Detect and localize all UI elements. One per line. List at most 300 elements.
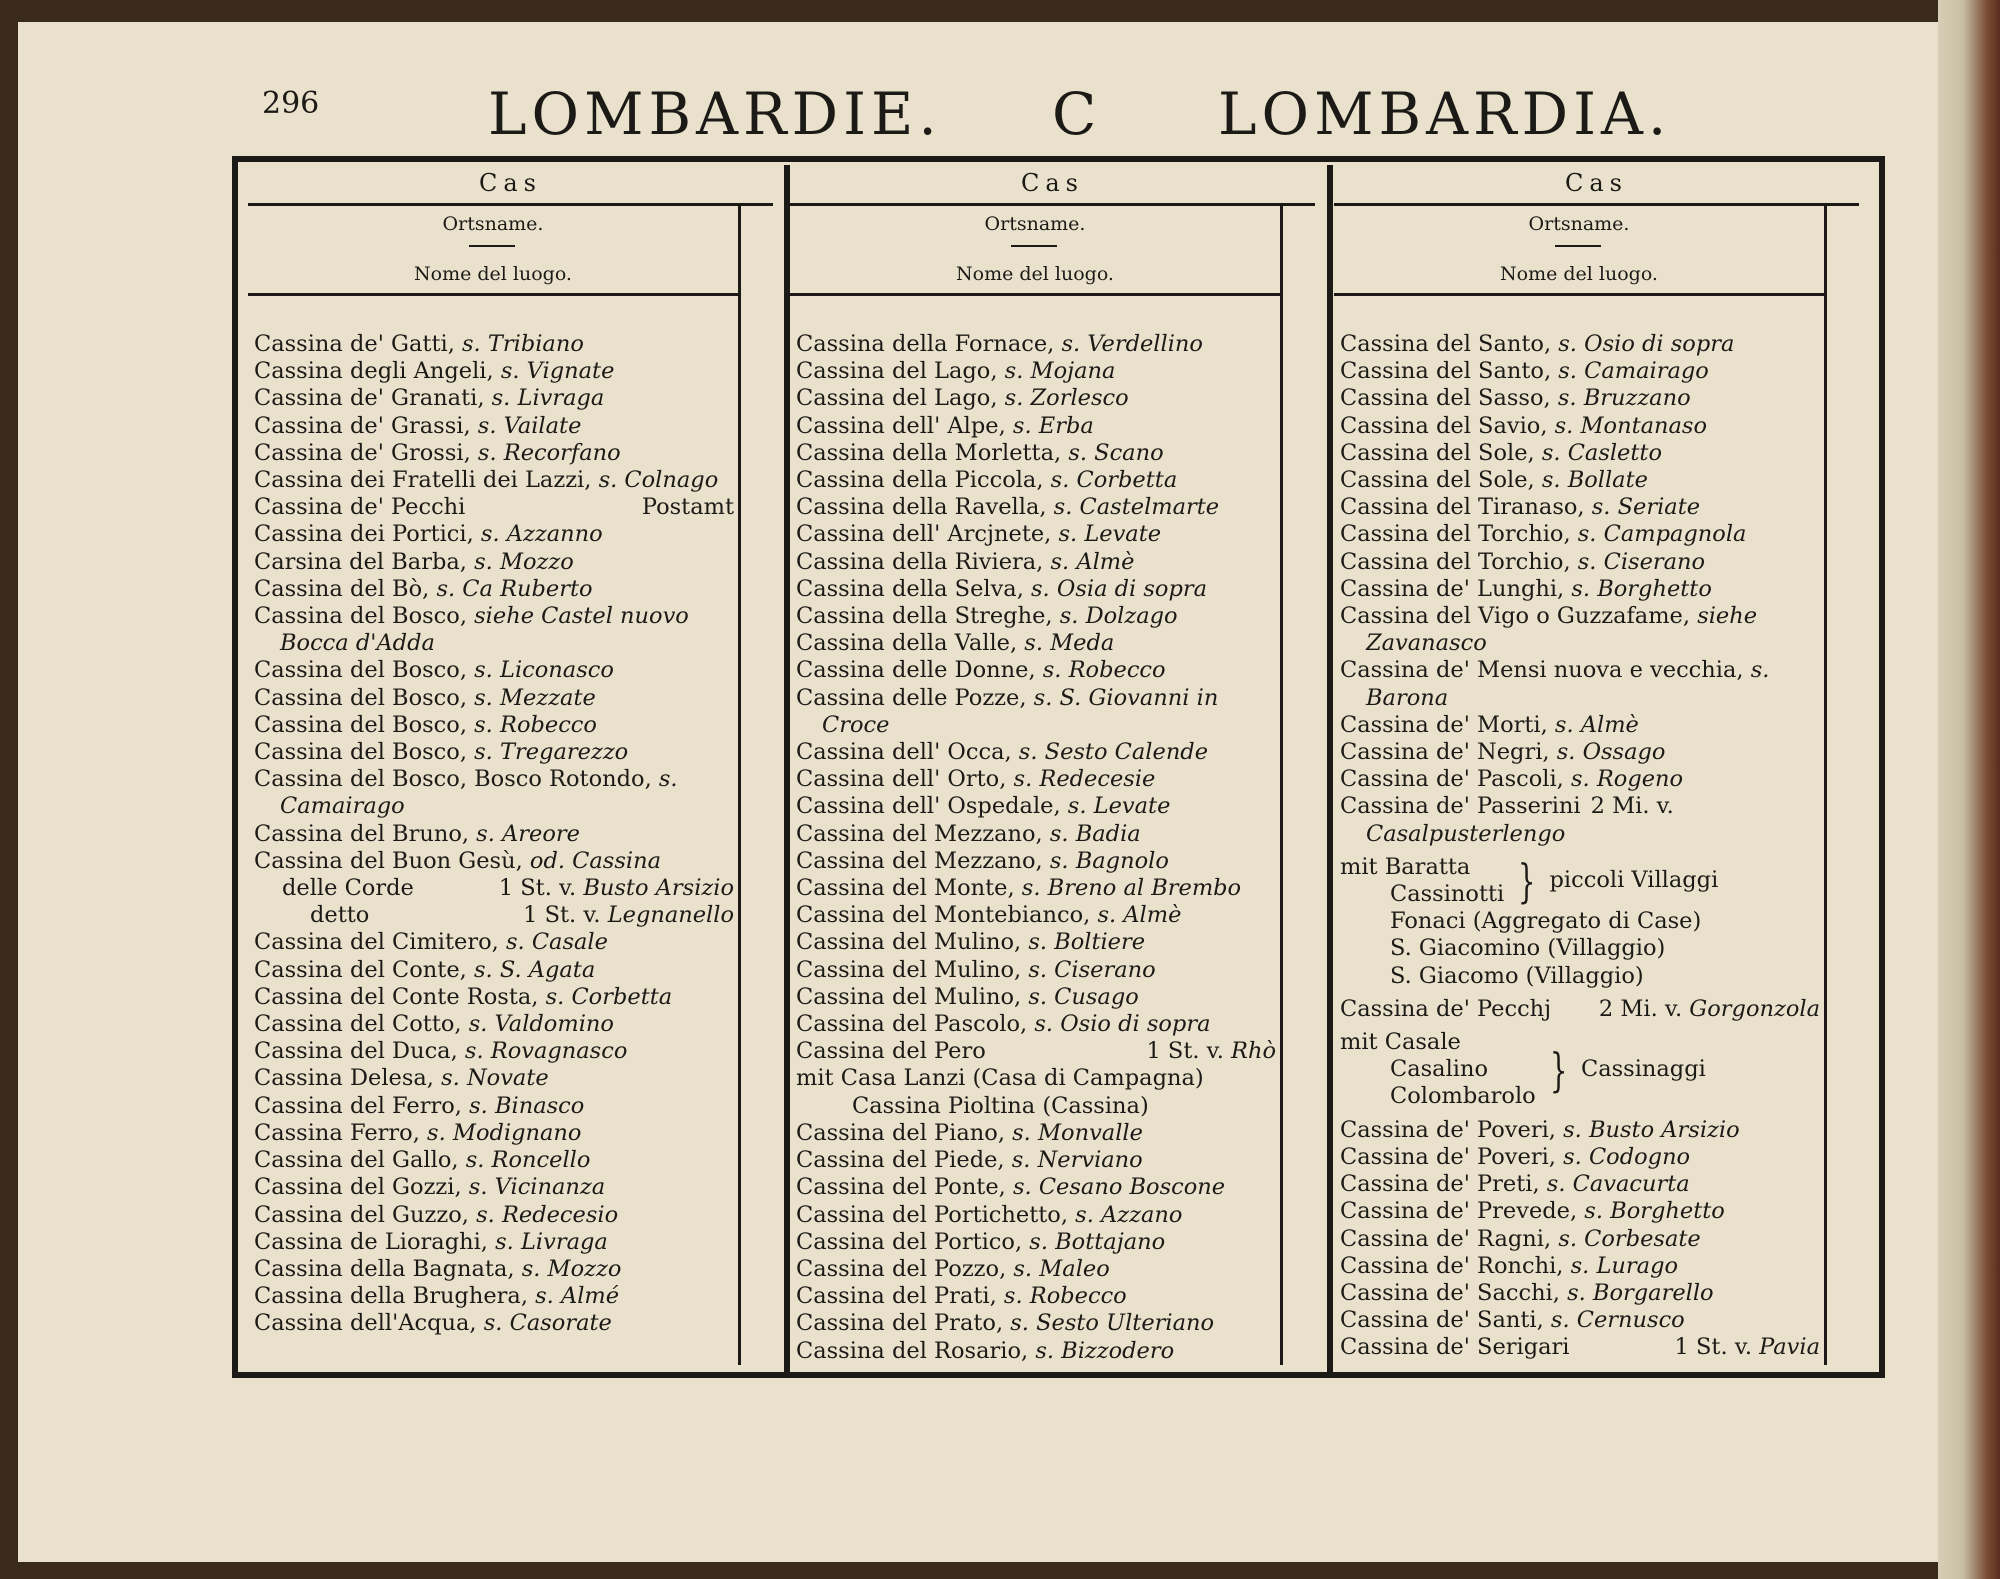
place-name: Cassina del Gallo, xyxy=(254,1147,459,1174)
list-item xyxy=(796,1147,1276,1174)
reference-place: Vignate xyxy=(526,358,615,385)
place-name: Cassina del Duca, xyxy=(254,1038,458,1065)
place-name: Cassina de Lioraghi, xyxy=(254,1228,488,1255)
place-name: Cassina delle Pozze, xyxy=(796,684,1027,711)
place-name: Cassina del Bruno, xyxy=(254,820,470,847)
place-name: Cassina dell' Occa, xyxy=(796,739,1012,766)
place-name: Cassina del Portichetto, xyxy=(796,1201,1068,1228)
see-marker: s. xyxy=(1028,956,1048,983)
place-name: Cassina del Ferro, xyxy=(254,1092,462,1119)
reference-place: Corbetta xyxy=(571,983,673,1010)
see-marker: s. xyxy=(1554,412,1574,439)
reference-place: Cusago xyxy=(1054,983,1139,1010)
list-item xyxy=(1340,712,1820,739)
reference-place: Seriate xyxy=(1617,494,1701,521)
place-name: Cassina de' Poveri, xyxy=(1340,1116,1556,1143)
see-marker: s. xyxy=(1563,1116,1582,1143)
list-item xyxy=(796,603,1276,630)
list-item xyxy=(254,1310,734,1337)
subsettlement: Colombarolo xyxy=(1390,1083,1536,1110)
see-marker: s. xyxy=(473,956,493,983)
place-name: Cassina della Streghe, xyxy=(796,603,1053,630)
header-lombardia: LOMBARDIA. xyxy=(1218,80,1672,148)
place-name: Cassina de' Preti, xyxy=(1340,1171,1540,1198)
see-marker: s. xyxy=(468,1174,488,1201)
place-name: Cassina de' Grassi, xyxy=(254,412,471,439)
reference-place: Busto Arsizio xyxy=(1588,1116,1740,1143)
list-item xyxy=(1340,996,1820,1023)
reference-place: Areore xyxy=(502,820,580,847)
reference-place: Osia di sopra xyxy=(1056,575,1208,602)
list-item xyxy=(254,413,734,440)
list-item xyxy=(1340,331,1820,358)
place-name: Cassina de' Ronchi, xyxy=(1340,1252,1564,1279)
see-marker: s. xyxy=(1067,793,1087,820)
list-item xyxy=(254,957,734,984)
list-item xyxy=(254,929,734,956)
place-name: Cassina dell' Ospedale, xyxy=(796,793,1061,820)
see-marker: s. xyxy=(1558,1225,1578,1252)
list-item xyxy=(1340,766,1820,793)
subsettlement: Cassinotti xyxy=(1390,881,1505,908)
reference-place: Almè xyxy=(1123,902,1182,929)
see-marker: s. xyxy=(1028,983,1048,1010)
see-marker: s. xyxy=(1028,929,1048,956)
place-name: Cassina dell'Acqua, xyxy=(254,1310,477,1337)
heading-rule xyxy=(790,203,1315,206)
list-item xyxy=(254,657,734,684)
place-name: Cassina del Bosco, xyxy=(254,657,467,684)
place-name: Cassina del Pascolo, xyxy=(796,1011,1028,1038)
list-item xyxy=(796,1202,1276,1229)
reference-place: Montanaso xyxy=(1580,412,1708,439)
see-marker: s. xyxy=(1033,684,1053,711)
short-rule xyxy=(1011,245,1057,247)
place-name: Cassina de' Lunghi, xyxy=(1340,575,1565,602)
place-name: Cassina del Guzzo, xyxy=(254,1201,469,1228)
see-marker: s. xyxy=(1042,657,1062,684)
header-letter: C xyxy=(1052,80,1102,148)
list-item xyxy=(1340,1226,1820,1253)
place-name: Cassina del Lago, xyxy=(796,358,998,385)
list-item xyxy=(796,984,1276,1011)
reference-place: Nerviano xyxy=(1037,1147,1143,1174)
list-item xyxy=(1340,549,1820,576)
entry-list xyxy=(1340,331,1820,1362)
list-item xyxy=(1340,793,1820,847)
see-marker: s. xyxy=(1541,467,1561,494)
list-item xyxy=(254,385,734,412)
subsettlement: S. Giacomino (Villaggio) xyxy=(1390,935,1666,962)
subsettlement: mit Baratta xyxy=(1340,853,1471,880)
list-item xyxy=(796,467,1276,494)
see-marker: s. xyxy=(480,521,500,548)
see-marker: s. xyxy=(474,657,493,684)
see-marker: s. xyxy=(1003,1283,1023,1310)
list-item xyxy=(254,1283,734,1310)
list-item xyxy=(1340,739,1820,766)
place-name: Cassina del Mulino, xyxy=(796,983,1022,1010)
list-item xyxy=(1340,1198,1820,1225)
reference-place: siehe Castel nuovo Bocca d'Adda xyxy=(280,603,689,657)
reference-place: Vailate xyxy=(503,412,582,439)
see-marker: s. xyxy=(1031,575,1050,602)
list-item xyxy=(254,1202,734,1229)
place-name: Cassina del Bosco, Bosco Rotondo, xyxy=(254,766,652,793)
reference-place: Bollate xyxy=(1567,467,1648,494)
postamt-note: Postamt xyxy=(641,494,734,521)
heading-rule xyxy=(248,203,773,206)
place-name: Cassina del Ponte, xyxy=(796,1174,1006,1201)
reference-place: Casale xyxy=(531,929,608,956)
list-item xyxy=(796,929,1276,956)
reference-place: Ca Ruberto xyxy=(462,575,593,602)
place-name: Cassina de' Gatti, xyxy=(254,331,455,357)
reference-place: Dolzago xyxy=(1085,603,1178,630)
see-marker: s. xyxy=(1059,603,1079,630)
list-item xyxy=(796,494,1276,521)
list-item xyxy=(1340,1144,1820,1171)
place-name: Cassina della Morletta, xyxy=(796,439,1062,466)
see-marker: s. xyxy=(1075,1201,1094,1228)
reference-place: Azzanno xyxy=(506,521,603,548)
see-marker: s. xyxy=(436,575,456,602)
reference-place: Bruzzano xyxy=(1583,385,1691,412)
distance-note: 2 Mi. v. Casalpusterlengo xyxy=(1366,793,1674,847)
nome-label: Nome del luogo. xyxy=(414,263,572,285)
reference-place: Modignano xyxy=(452,1119,582,1146)
list-item xyxy=(796,657,1276,684)
reference-place: Almé xyxy=(560,1283,620,1310)
place-name: Cassina del Torchio, xyxy=(1340,548,1571,575)
place-name: Cassina del Cimitero, xyxy=(254,929,499,956)
see-marker: s. xyxy=(1010,1310,1029,1337)
place-name: Cassina della Riviera, xyxy=(796,548,1044,575)
list-item xyxy=(1340,1253,1820,1280)
list-item xyxy=(254,331,734,358)
see-marker: s. xyxy=(1097,902,1117,929)
reference-place: Tribiano xyxy=(487,331,584,357)
place-name: Cassina de' Pecchj xyxy=(1340,995,1552,1022)
list-item xyxy=(1340,1280,1820,1307)
place-name: Cassina dell' Orto, xyxy=(796,766,1007,793)
see-marker: s. xyxy=(1563,1143,1582,1170)
subsettlement: Casalino xyxy=(1390,1056,1489,1083)
list-item xyxy=(796,1338,1276,1365)
list-item xyxy=(254,848,734,875)
place-name: Cassina de' Santi, xyxy=(1340,1307,1544,1334)
list-item xyxy=(796,766,1276,793)
place-name: Cassina del Monte, xyxy=(796,875,1015,902)
subsettlement: mit Casale xyxy=(1340,1029,1461,1056)
reference-place: Robecco xyxy=(500,711,597,738)
place-name: Cassina dell' Alpe, xyxy=(796,412,1006,439)
place-name: Cassina del Gozzi, xyxy=(254,1174,462,1201)
list-item xyxy=(254,766,734,820)
list-item xyxy=(796,549,1276,576)
reference-place: Liconasco xyxy=(500,657,614,684)
see-marker: s. xyxy=(1053,494,1073,521)
reference-place: Binasco xyxy=(494,1092,585,1119)
place-name: Cassina del Torchio, xyxy=(1340,521,1571,548)
place-name: Cassina Ferro, xyxy=(254,1119,420,1146)
list-item xyxy=(796,1120,1276,1147)
place-name: Cassina dei Portici, xyxy=(254,521,474,548)
see-marker: s. xyxy=(1591,494,1611,521)
list-item xyxy=(254,467,734,494)
place-name: Cassina del Mulino, xyxy=(796,929,1022,956)
reference-place: Robecco xyxy=(1029,1283,1127,1310)
list-item xyxy=(254,1120,734,1147)
list-item xyxy=(254,576,734,603)
place-name: Cassina del Buon Gesù, xyxy=(254,847,523,874)
column-divider xyxy=(1327,165,1333,1373)
place-name: Cassina dell' Arcjnete, xyxy=(796,521,1052,548)
see-marker: s. xyxy=(476,1201,495,1228)
inner-rule xyxy=(738,205,741,1365)
see-marker: s. xyxy=(1558,358,1577,385)
list-item xyxy=(254,1038,734,1065)
short-rule xyxy=(1555,245,1601,247)
see-marker: s. xyxy=(1577,521,1597,548)
see-marker: s. xyxy=(465,1147,485,1174)
entry-list xyxy=(254,331,734,1338)
place-name: Cassina del Portico, xyxy=(796,1228,1023,1255)
heading-rule xyxy=(248,293,738,296)
see-marker: s. xyxy=(1004,385,1024,412)
list-item xyxy=(796,358,1276,385)
place-name: Cassina del Tiranaso, xyxy=(1340,494,1585,521)
reference-place: Osio di sopra xyxy=(1584,331,1735,357)
see-marker: s. xyxy=(1021,875,1041,902)
place-name: Cassina della Piccola, xyxy=(796,467,1044,494)
reference-place: Bizzodero xyxy=(1061,1337,1175,1364)
reference-place: Borghetto xyxy=(1597,575,1712,602)
place-name: Cassina del Mulino, xyxy=(796,956,1022,983)
see-marker: s. xyxy=(1068,439,1088,466)
reference-place: Rogeno xyxy=(1596,766,1684,793)
see-marker: s. xyxy=(1541,439,1561,466)
see-marker: s. xyxy=(427,1119,446,1146)
list-item xyxy=(796,1229,1276,1256)
list-item xyxy=(796,1011,1276,1038)
reference-place: Almè xyxy=(1580,711,1639,738)
list-item xyxy=(254,1256,734,1283)
reference-place: Corbetta xyxy=(1076,467,1178,494)
reference-place: Camairago xyxy=(1584,358,1709,385)
reference-place: Castelmarte xyxy=(1079,494,1220,521)
heading-rule xyxy=(1334,293,1824,296)
see-marker: s. xyxy=(1554,711,1574,738)
place-name: Cassina della Fornace, xyxy=(796,331,1055,357)
see-marker: s. xyxy=(1049,820,1069,847)
see-marker: s. xyxy=(476,820,495,847)
list-item xyxy=(1340,1307,1820,1334)
list-item xyxy=(1340,576,1820,603)
list-item xyxy=(1340,467,1820,494)
see-marker: s. xyxy=(462,331,481,357)
see-marker: s. xyxy=(1546,1171,1566,1198)
alias-note: od. Cassina xyxy=(529,847,661,874)
place-name: Cassina de' Granati, xyxy=(254,385,485,412)
place-name: Cassina del Piede, xyxy=(796,1147,1005,1174)
list-item xyxy=(796,630,1276,657)
place-name: mit Casa Lanzi (Casa di Campagna) xyxy=(796,1065,1204,1092)
place-name: Cassina del Prato, xyxy=(796,1310,1004,1337)
reference-place: Monvalle xyxy=(1038,1119,1143,1146)
reference-place: Robecco xyxy=(1068,657,1166,684)
see-marker: s. xyxy=(491,385,511,412)
page-number: 296 xyxy=(262,86,320,121)
place-name: Carsina del Barba, xyxy=(254,548,467,575)
list-item xyxy=(1340,1334,1820,1361)
list-item xyxy=(1340,358,1820,385)
list-item xyxy=(1340,657,1820,711)
see-marker: s. xyxy=(1034,1011,1054,1038)
see-marker: s. xyxy=(500,358,520,385)
place-name: Cassina de' Prevede, xyxy=(1340,1198,1578,1225)
reference-place: Tregarezzo xyxy=(500,739,629,766)
see-marker: s. xyxy=(535,1283,554,1310)
list-item xyxy=(796,821,1276,848)
place-name: Cassina del Piano, xyxy=(796,1119,1005,1146)
see-marker: s. xyxy=(1558,331,1577,357)
list-item xyxy=(796,902,1276,929)
brace-icon: } xyxy=(1549,1042,1568,1097)
reference-place: Ossago xyxy=(1582,739,1666,766)
place-name: delle Corde xyxy=(282,875,414,902)
place-name: detto xyxy=(310,902,370,929)
ortsname-label: Ortsname. xyxy=(442,213,544,235)
reference-place: Borghetto xyxy=(1610,1198,1725,1225)
place-name: Cassina del Prati, xyxy=(796,1283,997,1310)
column-heading: Cas xyxy=(479,169,542,197)
list-item xyxy=(796,331,1276,358)
reference-place: Mojana xyxy=(1030,358,1116,385)
reference-place: Zorlesco xyxy=(1030,385,1129,412)
see-marker: s. xyxy=(477,412,497,439)
reference-place: Cavacurta xyxy=(1572,1171,1690,1198)
see-marker: s. xyxy=(441,1065,460,1092)
list-item xyxy=(796,385,1276,412)
group-label: Cassinaggi xyxy=(1580,1056,1706,1083)
list-item xyxy=(796,957,1276,984)
place-name: Cassina del Bosco, xyxy=(254,684,467,711)
see-marker: s. xyxy=(1024,630,1043,657)
reference-place: Levate xyxy=(1084,521,1162,548)
subsettlement-group xyxy=(1340,854,1820,990)
see-marker: s. xyxy=(474,548,493,575)
list-item xyxy=(254,1229,734,1256)
place-name: Cassina Delesa, xyxy=(254,1065,434,1092)
see-marker: s. xyxy=(483,1310,503,1337)
list-item xyxy=(254,1093,734,1120)
place-name: Cassina de' Passerini xyxy=(1340,793,1581,820)
inner-rule xyxy=(1280,205,1283,1365)
place-name: Cassina del Lago, xyxy=(796,385,998,412)
see-marker: s. xyxy=(474,684,493,711)
place-name: Cassina del Montebianco, xyxy=(796,902,1091,929)
see-marker: s. xyxy=(545,983,565,1010)
see-marker: s. xyxy=(477,439,497,466)
reference-place: siehe Zavanasco xyxy=(1366,603,1758,657)
ortsname-label: Ortsname. xyxy=(984,213,1086,235)
list-item xyxy=(796,1283,1276,1310)
place-name: Cassina de' Sacchi, xyxy=(1340,1279,1560,1306)
list-item xyxy=(254,875,734,902)
column-1 xyxy=(248,165,780,1370)
list-item xyxy=(796,1310,1276,1337)
reference-place: Mozzo xyxy=(499,548,574,575)
column-2 xyxy=(790,165,1322,1370)
nome-label: Nome del luogo. xyxy=(956,263,1114,285)
short-rule xyxy=(469,245,515,247)
reference-place: Cesano Boscone xyxy=(1038,1174,1226,1201)
distance-note: 2 Mi. v. Gorgonzola xyxy=(1598,995,1820,1022)
reference-place: Casletto xyxy=(1567,439,1663,466)
reference-place: Boltiere xyxy=(1054,929,1146,956)
see-marker: s. xyxy=(1012,1119,1031,1146)
see-marker: s. xyxy=(1050,467,1070,494)
place-name: Cassina del Sole, xyxy=(1340,439,1535,466)
place-name: Cassina delle Donne, xyxy=(796,657,1036,684)
see-marker: s. xyxy=(495,1228,514,1255)
list-item xyxy=(254,603,734,657)
place-name: Cassina del Santo, xyxy=(1340,331,1552,357)
reference-place: Almè xyxy=(1076,548,1135,575)
see-marker: s. xyxy=(474,711,493,738)
see-marker: s. xyxy=(1584,1198,1603,1225)
list-item xyxy=(254,1065,734,1092)
heading-rule xyxy=(1334,203,1859,206)
subsettlement-group xyxy=(1340,1029,1820,1111)
reference-place: Mezzate xyxy=(500,684,596,711)
place-name: Cassina della Brughera, xyxy=(254,1283,528,1310)
reference-place: S. Agata xyxy=(499,956,596,983)
reference-place: Roncello xyxy=(491,1147,591,1174)
see-marker: s. xyxy=(1029,1228,1048,1255)
reference-place: Cernusco xyxy=(1576,1307,1685,1334)
reference-place: Livraga xyxy=(520,1228,608,1255)
list-item xyxy=(254,494,734,521)
list-item xyxy=(796,739,1276,766)
header-lombardie: LOMBARDIE. xyxy=(488,80,942,148)
place-name: Cassina del Rosario, xyxy=(796,1337,1029,1364)
heading-rule xyxy=(790,293,1280,296)
reference-place: Breno al Brembo xyxy=(1047,875,1242,902)
see-marker: s. xyxy=(598,467,618,494)
distance-note: 1 St. v. Rhò xyxy=(1146,1038,1276,1065)
list-item xyxy=(254,1174,734,1201)
list-item xyxy=(1340,385,1820,412)
reference-place: Novate xyxy=(466,1065,549,1092)
see-marker: s. xyxy=(1058,521,1078,548)
list-item xyxy=(254,440,734,467)
list-item xyxy=(796,793,1276,820)
place-name: Cassina degli Angeli, xyxy=(254,358,494,385)
see-marker: s. xyxy=(469,1092,488,1119)
distance-note: 1 St. v. Pavia xyxy=(1674,1334,1820,1361)
see-marker: s. xyxy=(505,929,525,956)
list-item xyxy=(254,358,734,385)
place-name: Cassina del Bosco, xyxy=(254,711,467,738)
place-name: Cassina della Bagnata, xyxy=(254,1255,515,1282)
see-marker: s. xyxy=(1577,548,1597,575)
see-marker: s. xyxy=(1013,1255,1033,1282)
place-name: Cassina del Pero xyxy=(796,1038,986,1065)
reference-place: Bottajano xyxy=(1055,1228,1166,1255)
place-name: Cassina de' Morti, xyxy=(1340,711,1548,738)
